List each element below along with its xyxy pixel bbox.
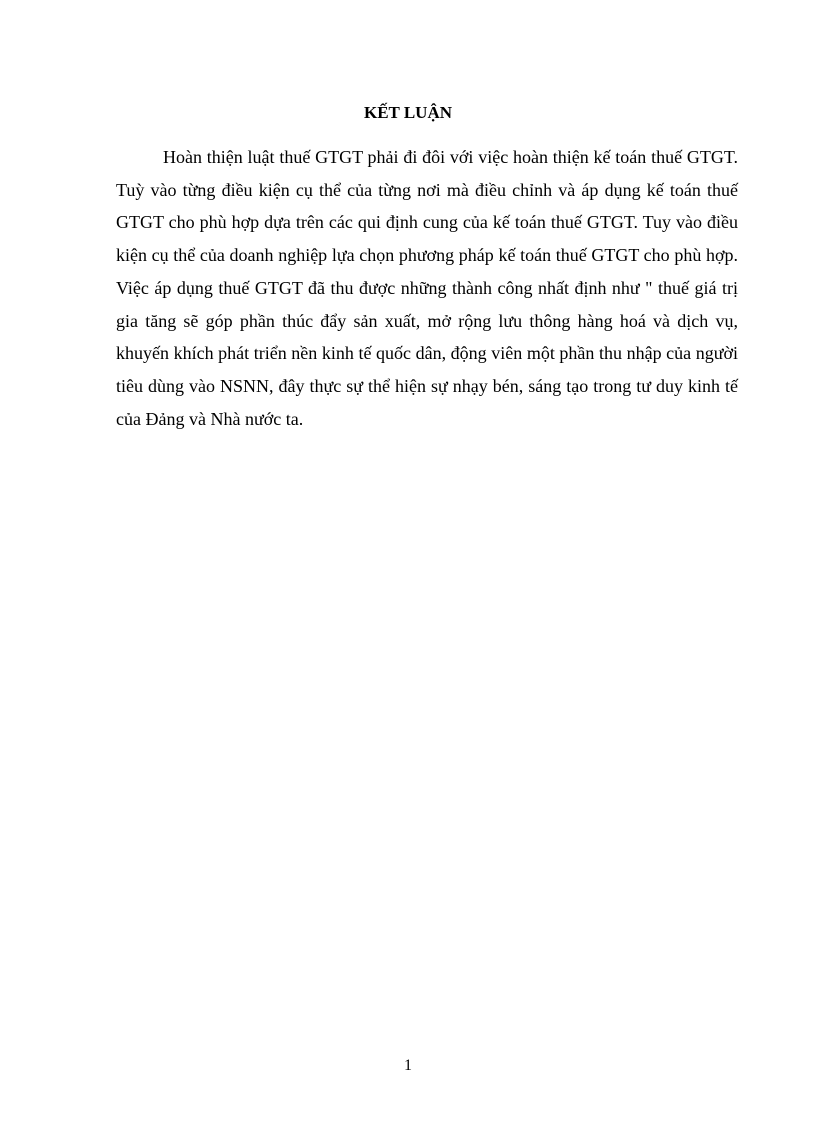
page-title: KẾT LUẬN: [363, 103, 452, 122]
conclusion-paragraph: Hoàn thiện luật thuế GTGT phải đi đôi với việc hoàn thiện kế toán thuế GTGT. Tuỳ vào từng điều kiện cụ thể của từng nơi mà điều chỉnh và áp dụng kế toán thuế GTGT cho phù hợp dựa trên các qui định cung của kế toán thuế GTGT. Tuy vào điều kiện cụ thể của doanh nghiệp lựa chọn phương pháp kế toán thuế GTGT cho phù hợp. Việc áp dụng thuế GTGT đã thu được những thành công nhất định như " thuế giá trị gia tăng sẽ góp phần thúc đẩy sản xuất, mở rộng lưu thông hàng hoá và dịch vụ, khuyến khích phát triển nền kinh tế quốc dân, động viên một phần thu nhập của người tiêu dùng vào NSNN, đây thực sự thể hiện sự nhạy bén, sáng tạo trong tư duy kinh tế của Đảng và Nhà nước ta.: [116, 147, 738, 429]
page-number: 1: [404, 1057, 412, 1074]
